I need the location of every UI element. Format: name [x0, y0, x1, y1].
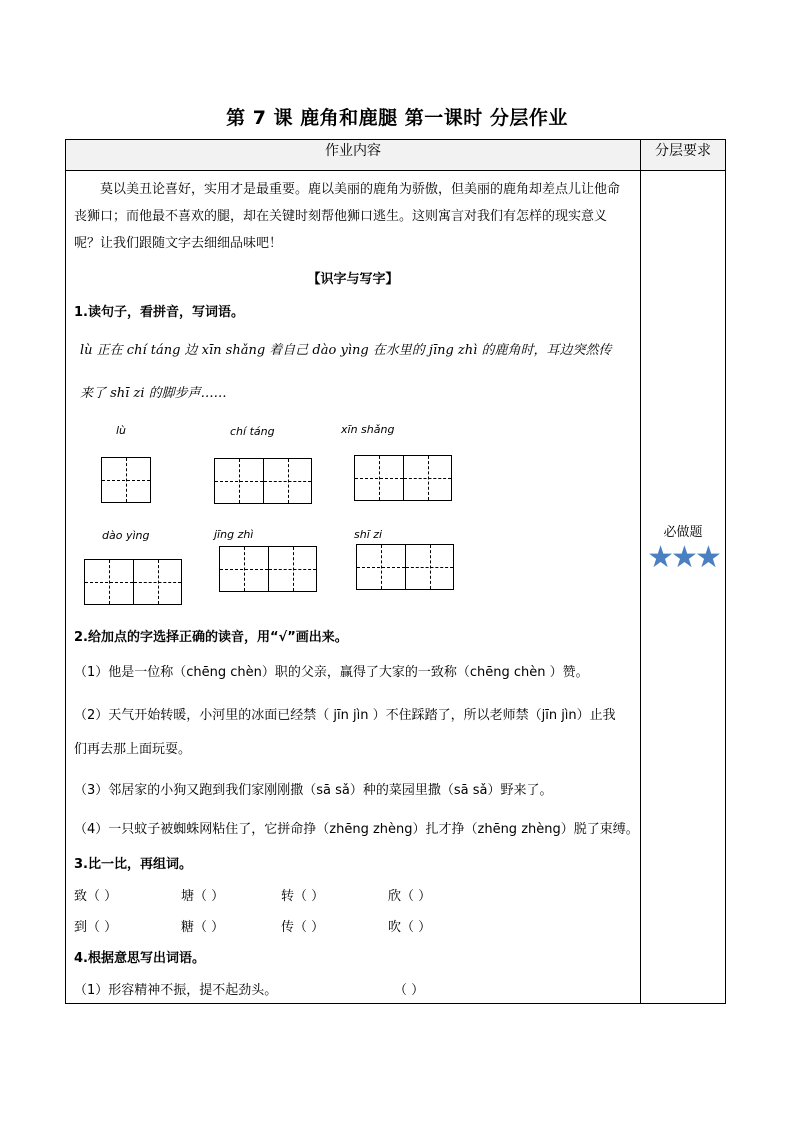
question-3-title: 3.比一比，再组词。 [74, 857, 192, 872]
writing-grid[interactable] [356, 544, 454, 590]
q2-item-2: （2）天气开始转暖，小河里的冰面已经禁（ jīn jìn ）不住踩踏了，所以老师禁（jīn jìn）止我 [74, 708, 616, 723]
q3-word: 吹（ ） [388, 920, 432, 935]
question-1-title: 1.读句子，看拼音，写词语。 [74, 305, 244, 320]
grid-pinyin: jīng zhì [214, 528, 254, 541]
question-2-title: 2.给加点的字选择正确的读音，用“√”画出来。 [74, 630, 348, 645]
homework-content [66, 171, 640, 1003]
q3-word: 致（ ） [74, 889, 118, 904]
grid-pinyin: xīn shǎng [341, 423, 395, 436]
grid-pinyin: dào yìng [102, 529, 150, 542]
q2-item-4: （4）一只蚊子被蜘蛛网粘住了，它拼命挣（zhēng zhèng）扎才挣（zhēng zhèng）脱了束缚。 [74, 822, 639, 837]
writing-grid[interactable] [354, 455, 452, 501]
q3-word: 塘（ ） [181, 889, 225, 904]
section-title: 【识字与写字】 [307, 272, 399, 287]
q3-word: 到（ ） [74, 920, 118, 935]
star-icon: ★★★ [647, 540, 719, 575]
intro-paragraph: 莫以美丑论喜好，实用才是最重要。鹿以美丽的鹿角为骄傲，但美丽的鹿角却差点儿让他命丧狮口；而他最不喜欢的腿，却在关键时刻帮他狮口逃生。这则寓言对我们有怎样的现实意义呢？让我们跟随文字去细细品味吧！ [74, 182, 621, 251]
col-header-level: 分层要求 [641, 140, 726, 171]
writing-grid[interactable] [84, 559, 182, 605]
writing-grid[interactable] [219, 546, 317, 592]
q3-word: 欣（ ） [388, 889, 432, 904]
q4-item-1: （1）形容精神不振，提不起劲头。 [74, 983, 278, 998]
table-header-row [66, 140, 726, 171]
writing-grid[interactable] [101, 457, 151, 503]
q1-sentence-line-2: 来了 shī zi 的脚步声…… [80, 386, 227, 401]
homework-table [65, 139, 726, 1004]
level-column [641, 171, 726, 1004]
level-label: 必做题 [663, 525, 703, 540]
q2-item-2-cont: 们再去那上面玩耍。 [74, 742, 192, 757]
q1-sentence-line-1: lù 正在 chí táng 边 xīn shǎng 着自己 dào yìng 在水里的 jīng zhì 的鹿角时，耳边突然传 [80, 343, 612, 358]
grid-pinyin: lù [116, 424, 127, 437]
q3-word: 转（ ） [281, 889, 325, 904]
q3-word: 传（ ） [281, 920, 325, 935]
q2-item-1: （1）他是一位称（chēng chèn）职的父亲，赢得了大家的一致称（chēng chèn ）赞。 [74, 665, 589, 680]
writing-grid[interactable] [214, 458, 312, 504]
q4-answer-blank[interactable]: （ ） [394, 983, 425, 998]
grid-pinyin: chí táng [230, 425, 275, 438]
grid-pinyin: shī zi [354, 528, 383, 541]
question-4-title: 4.根据意思写出词语。 [74, 951, 205, 966]
page-title: 第 7 课 鹿角和鹿腿 第一课时 分层作业 [226, 107, 568, 129]
col-header-content: 作业内容 [66, 140, 641, 171]
q3-word: 糖（ ） [181, 920, 225, 935]
q2-item-3: （3）邻居家的小狗又跑到我们家刚刚撒（sā sǎ）种的菜园里撒（sā sǎ）野来了。 [74, 783, 553, 798]
